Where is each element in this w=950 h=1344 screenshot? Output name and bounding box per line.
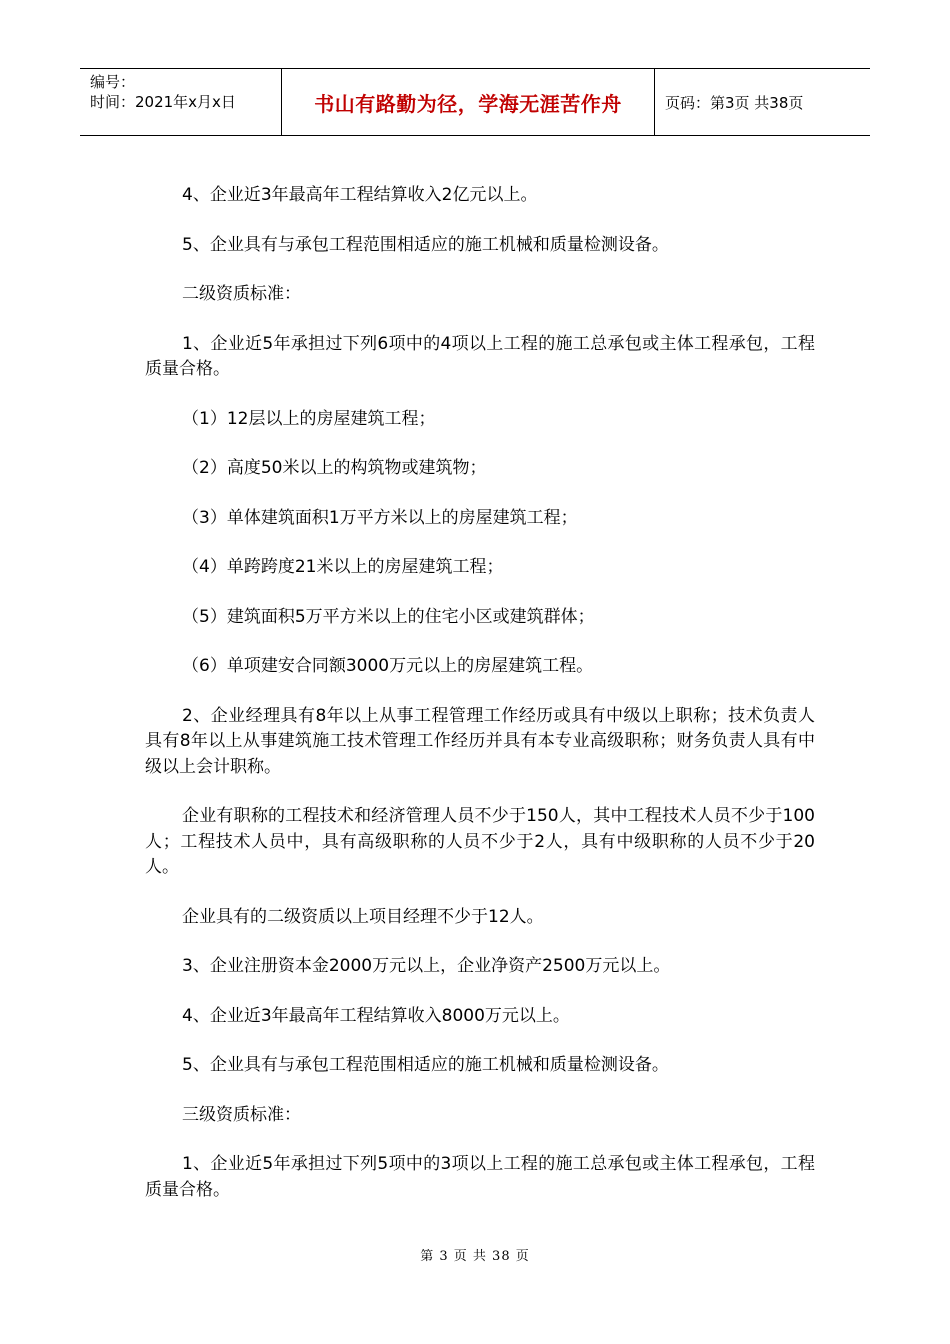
page-header (80, 68, 870, 136)
header-motto: 书山有路勤为径，学海无涯苦作舟 (282, 69, 655, 135)
section-heading: 二级资质标准： (182, 284, 301, 304)
paragraph: 2、企业经理具有8年以上从事工程管理工作经历或具有中级以上职称；技术负责人具有8年以上从事建筑施工技术管理工作经历并具有本专业高级职称；财务负责人具有中级以上会计职称。 (145, 705, 815, 777)
header-meta (80, 69, 282, 135)
paragraph: 1、企业近5年承担过下列5项中的3项以上工程的施工总承包或主体工程承包，工程质量合格。 (145, 1154, 815, 1200)
list-item: （4）单跨跨度21米以上的房屋建筑工程； (182, 557, 504, 577)
list-item: （3）单体建筑面积1万平方米以上的房屋建筑工程； (182, 507, 578, 528)
document-body (145, 183, 815, 1227)
paragraph: 5、企业具有与承包工程范围相适应的施工机械和质量检测设备。 (182, 1055, 669, 1075)
list-item: （6）单项建安合同额3000万元以上的房屋建筑工程。 (182, 656, 594, 676)
document-number-label: 编号： (90, 73, 136, 91)
paragraph: 3、企业注册资本金2000万元以上，企业净资产2500万元以上。 (182, 956, 671, 976)
paragraph: 企业有职称的工程技术和经济管理人员不少于150人，其中工程技术人员不少于100人；工程技术人员中，具有高级职称的人员不少于2人，具有中级职称的人员不少于20人。 (145, 806, 815, 877)
document-time-label: 时间：2021年x月x日 (90, 93, 236, 111)
paragraph: 1、企业近5年承担过下列6项中的4项以上工程的施工总承包或主体工程承包，工程质量合格。 (145, 333, 815, 379)
section-heading: 三级资质标准： (182, 1104, 301, 1125)
page-footer: 第 3 页 共 38 页 (420, 1249, 530, 1264)
list-item: （2）高度50米以上的构筑物或建筑物； (182, 458, 487, 478)
list-item: （1）12层以上的房屋建筑工程； (182, 408, 436, 429)
paragraph: 4、企业近3年最高年工程结算收入8000万元以上。 (182, 1005, 570, 1026)
list-item: （5）建筑面积5万平方米以上的住宅小区或建筑群体； (182, 606, 595, 627)
paragraph: 5、企业具有与承包工程范围相适应的施工机械和质量检测设备。 (182, 234, 669, 255)
paragraph: 4、企业近3年最高年工程结算收入2亿元以上。 (182, 185, 538, 205)
paragraph: 企业具有的二级资质以上项目经理不少于12人。 (182, 906, 544, 927)
header-page-info: 页码：第3页 共38页 (665, 93, 804, 112)
